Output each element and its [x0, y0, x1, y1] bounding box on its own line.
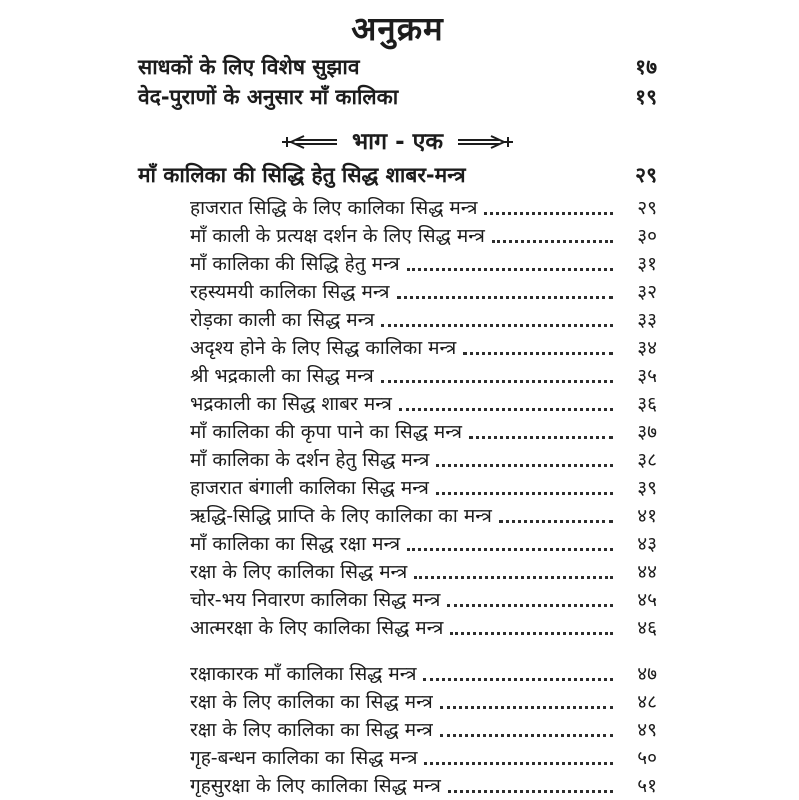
- toc-entry: [138, 660, 657, 688]
- dot-leader: [414, 558, 613, 579]
- dot-leader: [440, 688, 613, 709]
- dot-leader: [463, 334, 613, 355]
- chapter-heading-label: माँ कालिका की सिद्धि हेतु सिद्ध शाबर-मन्त्र: [138, 163, 466, 187]
- toc-entry-label: साधकों के लिए विशेष सुझाव: [138, 55, 360, 79]
- toc-entry-page: १९: [635, 85, 657, 109]
- toc-entries-group-1: [138, 194, 657, 642]
- toc-entry-page: ५१: [637, 775, 657, 797]
- toc-entry: [138, 772, 657, 800]
- toc-entry: [138, 688, 657, 716]
- chapter-heading-page: २९: [635, 163, 657, 187]
- front-entries: [138, 52, 657, 112]
- toc-entry-page: ३६: [637, 393, 657, 415]
- toc-entry-label: माँ कालिका के दर्शन हेतु सिद्ध मन्त्र: [190, 449, 430, 471]
- toc-entry-label: माँ कालिका की कृपा पाने का सिद्ध मन्त्र: [190, 421, 462, 443]
- toc-entry-label: हाजरात बंगाली कालिका सिद्ध मन्त्र: [190, 477, 429, 499]
- toc-entries-group-2: [138, 660, 657, 800]
- toc-entry-page: १७: [635, 55, 657, 79]
- page-title: अनुक्रम: [351, 9, 444, 48]
- toc-entry-label: माँ काली के प्रत्यक्ष दर्शन के लिए सिद्ध मन्त्र: [190, 225, 485, 247]
- toc-entry-label: रक्षा के लिए कालिका सिद्ध मन्त्र: [190, 561, 408, 583]
- toc-entry: [138, 474, 657, 502]
- toc-entry-page: ३०: [637, 225, 657, 247]
- chapter-heading-row: [138, 160, 657, 191]
- toc-entry-label: अदृश्य होने के लिए सिद्ध कालिका मन्त्र: [190, 337, 457, 359]
- toc-entry-label: रोड़का काली का सिद्ध मन्त्र: [190, 309, 375, 331]
- toc-entry-page: २९: [637, 197, 657, 219]
- toc-entry: [138, 82, 657, 112]
- toc-entry-page: ४५: [637, 589, 657, 611]
- toc-entry-page: ३८: [637, 449, 657, 471]
- dot-leader: [405, 82, 613, 105]
- toc-entry: [138, 586, 657, 614]
- toc-entry-page: ४९: [637, 719, 657, 741]
- toc-entry-page: ३७: [637, 421, 657, 443]
- toc-entry: [138, 446, 657, 474]
- toc-entry: [138, 502, 657, 530]
- toc-entry-label: गृहसुरक्षा के लिए कालिका सिद्ध मन्त्र: [190, 775, 441, 797]
- toc-entry-label: चोर-भय निवारण कालिका सिद्ध मन्त्र: [190, 589, 441, 611]
- toc-entry: [138, 250, 657, 278]
- toc-entry-label: रक्षा के लिए कालिका का सिद्ध मन्त्र: [190, 719, 433, 741]
- toc-entry-label: गृह-बन्धन कालिका का सिद्ध मन्त्र: [190, 747, 418, 769]
- left-arrow-ornament-icon: [280, 135, 338, 149]
- dot-leader: [399, 390, 613, 411]
- toc-entry-label: भद्रकाली का सिद्ध शाबर मन्त्र: [190, 393, 392, 415]
- toc-entry: [138, 334, 657, 362]
- toc-entry-page: ३३: [637, 309, 657, 331]
- toc-entry: [138, 306, 657, 334]
- dot-leader: [436, 474, 613, 495]
- toc-entry-label: हाजरात सिद्धि के लिए कालिका सिद्ध मन्त्र: [190, 197, 478, 219]
- toc-entry-page: ३९: [637, 477, 657, 499]
- dot-leader: [367, 52, 614, 75]
- dot-leader: [423, 660, 613, 681]
- toc-entry-label: माँ कालिका का सिद्ध रक्षा मन्त्र: [190, 533, 401, 555]
- toc-entry: [138, 390, 657, 418]
- toc-entry: [138, 52, 657, 82]
- toc-entry-page: ४८: [637, 691, 657, 713]
- toc-entry: [138, 278, 657, 306]
- toc-entry-page: ३४: [637, 337, 657, 359]
- toc-entry-label: ऋद्धि-सिद्धि प्राप्ति के लिए कालिका का मन्त्र: [190, 505, 492, 527]
- toc-entry-page: ४७: [637, 663, 657, 685]
- section-title: भाग - एक: [351, 129, 444, 155]
- toc-entry-page: ४४: [637, 561, 657, 583]
- dot-leader: [407, 530, 613, 551]
- toc-entry: [138, 614, 657, 642]
- toc-entry: [138, 362, 657, 390]
- section-header: [138, 129, 657, 155]
- toc-entry-label: श्री भद्रकाली का सिद्ध मन्त्र: [190, 365, 374, 387]
- toc-entry-page: ५०: [637, 747, 657, 769]
- toc-entry-page: ४६: [637, 617, 657, 639]
- toc-entry-page: ३१: [637, 253, 657, 275]
- dot-leader: [469, 418, 613, 439]
- toc-entry: [138, 222, 657, 250]
- toc-entry-label: आत्मरक्षा के लिए कालिका सिद्ध मन्त्र: [190, 617, 444, 639]
- dot-leader: [440, 716, 613, 737]
- dot-leader: [447, 586, 613, 607]
- toc-entry: [138, 194, 657, 222]
- dot-leader: [448, 772, 613, 793]
- dot-leader: [381, 362, 613, 383]
- toc-entry: [138, 716, 657, 744]
- dot-leader: [484, 194, 613, 215]
- toc-entry: [138, 558, 657, 586]
- toc-entry-page: ४१: [637, 505, 657, 527]
- dot-leader: [407, 250, 613, 271]
- toc-entry-page: ३५: [637, 365, 657, 387]
- dot-leader: [450, 614, 613, 635]
- dot-leader: [492, 222, 613, 243]
- toc-entry: [138, 744, 657, 772]
- dot-leader: [473, 160, 613, 184]
- toc-entry-label: वेद-पुराणों के अनुसार माँ कालिका: [138, 85, 399, 109]
- dot-leader: [436, 446, 613, 467]
- dot-leader: [499, 502, 613, 523]
- dot-leader: [397, 278, 614, 299]
- dot-leader: [424, 744, 613, 765]
- dot-leader: [381, 306, 613, 327]
- toc-entry: [138, 418, 657, 446]
- toc-entry-label: रक्षा के लिए कालिका का सिद्ध मन्त्र: [190, 691, 433, 713]
- right-arrow-ornament-icon: [457, 135, 515, 149]
- toc-entry-page: ३२: [637, 281, 657, 303]
- toc-entry-label: रहस्यमयी कालिका सिद्ध मन्त्र: [190, 281, 390, 303]
- toc-entry-label: रक्षाकारक माँ कालिका सिद्ध मन्त्र: [190, 663, 417, 685]
- toc-entry-page: ४३: [637, 533, 657, 555]
- toc-entry-label: माँ कालिका की सिद्धि हेतु मन्त्र: [190, 253, 400, 275]
- toc-entry: [138, 530, 657, 558]
